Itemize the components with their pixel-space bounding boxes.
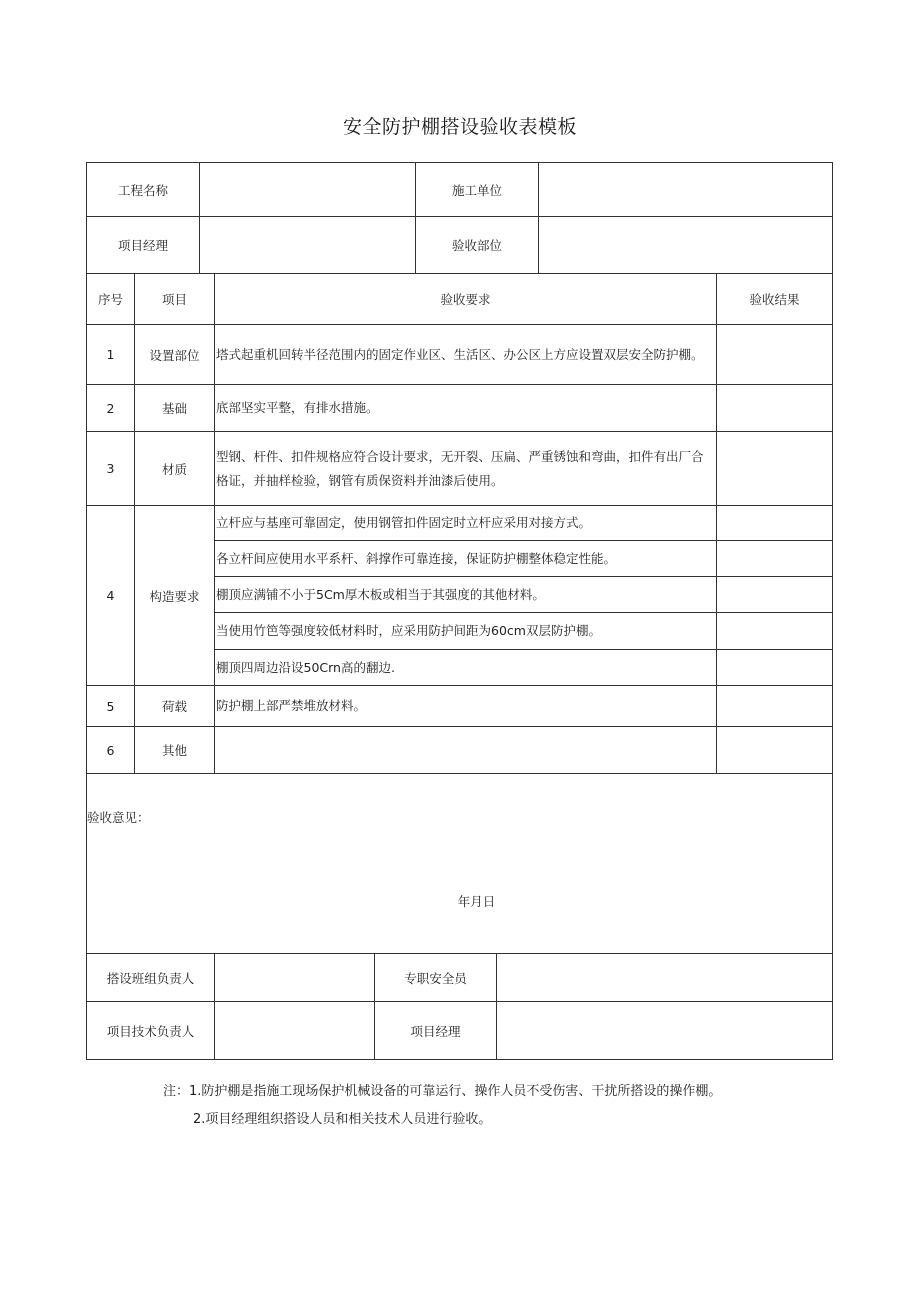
note-1: 注：1.防护棚是指施工现场保护机械设备的可靠运行、操作人员不受伤害、干扰所搭设的操作棚。 [163, 1084, 722, 1099]
row-4-requirement-4: 当使用竹笆等强度较低材料时，应采用防护间距为60cm双层防护棚。 [215, 613, 717, 650]
row-2-requirement: 底部坚实平整，有排水措施。 [215, 385, 717, 432]
project-manager-field[interactable] [200, 217, 416, 274]
safety-officer-field[interactable] [497, 954, 832, 1002]
row-4-requirement-1: 立杆应与基座可靠固定，使用钢管扣件固定时立杆应采用对接方式。 [215, 506, 717, 541]
team-leader-field[interactable] [215, 954, 375, 1002]
acceptance-part-label: 验收部位 [416, 217, 539, 274]
row-5-item: 荷载 [135, 686, 215, 727]
col-header-no: 序号 [87, 274, 135, 325]
row-5-requirement: 防护棚上部严禁堆放材料。 [215, 686, 717, 727]
row-4-requirement-3: 棚顶应满铺不小于5Cm厚木板或相当于其强度的其他材料。 [215, 577, 717, 613]
row-3-no: 3 [87, 432, 135, 506]
sign-project-manager-field[interactable] [497, 1002, 832, 1059]
tech-leader-label: 项目技术负责人 [87, 1002, 215, 1059]
row-1-no: 1 [87, 325, 135, 385]
row-3-requirement: 型钢、杆件、扣件规格应符合设计要求，无开裂、压扁、严重锈蚀和弯曲，扣件有出厂合格证，并抽样检验，钢管有质保资料并油漆后使用。 [215, 432, 717, 506]
project-name-field[interactable] [200, 163, 416, 217]
acceptance-form [86, 162, 833, 1060]
row-2-no: 2 [87, 385, 135, 432]
row-6-no: 6 [87, 727, 135, 774]
row-2-item: 基础 [135, 385, 215, 432]
construction-unit-field[interactable] [539, 163, 832, 217]
page-title: 安全防护棚搭设验收表模板 [342, 116, 577, 138]
opinion-label: 验收意见： [87, 810, 150, 825]
row-4-result-3[interactable] [717, 577, 832, 613]
project-name-label: 工程名称 [87, 163, 200, 217]
team-leader-label: 搭设班组负责人 [87, 954, 215, 1002]
sign-project-manager-label: 项目经理 [375, 1002, 497, 1059]
col-header-result: 验收结果 [717, 274, 832, 325]
row-4-requirement-2: 各立杆间应使用水平系杆、斜撑作可靠连接，保证防护棚整体稳定性能。 [215, 541, 717, 577]
row-3-item: 材质 [135, 432, 215, 506]
row-4-result-1[interactable] [717, 506, 832, 541]
row-6-item: 其他 [135, 727, 215, 774]
tech-leader-field[interactable] [215, 1002, 375, 1059]
row-4-item: 构造要求 [135, 506, 215, 686]
safety-officer-label: 专职安全员 [375, 954, 497, 1002]
row-5-no: 5 [87, 686, 135, 727]
col-header-item: 项目 [135, 274, 215, 325]
opinion-date [87, 892, 832, 910]
row-4-requirement-5: 棚顶四周边沿设50Crn高的翻边. [215, 650, 717, 686]
opinion-date-text: 年月日 [457, 894, 496, 909]
row-3-result[interactable] [717, 432, 832, 506]
note-2: 2.项目经理组织搭设人员和相关技术人员进行验收。 [193, 1112, 492, 1127]
project-manager-label: 项目经理 [87, 217, 200, 274]
col-header-requirement: 验收要求 [215, 274, 717, 325]
row-5-result[interactable] [717, 686, 832, 727]
row-4-result-5[interactable] [717, 650, 832, 686]
row-1-result[interactable] [717, 325, 832, 385]
row-2-result[interactable] [717, 385, 832, 432]
row-4-result-2[interactable] [717, 541, 832, 577]
opinion-area[interactable] [87, 774, 832, 954]
row-6-requirement[interactable] [215, 727, 717, 774]
acceptance-part-field[interactable] [539, 217, 832, 274]
row-4-no: 4 [87, 506, 135, 686]
construction-unit-label: 施工单位 [416, 163, 539, 217]
row-6-result[interactable] [717, 727, 832, 774]
row-1-requirement: 塔式起重机回转半径范围内的固定作业区、生活区、办公区上方应设置双层安全防护棚。 [215, 325, 717, 385]
row-1-item: 设置部位 [135, 325, 215, 385]
row-4-result-4[interactable] [717, 613, 832, 650]
